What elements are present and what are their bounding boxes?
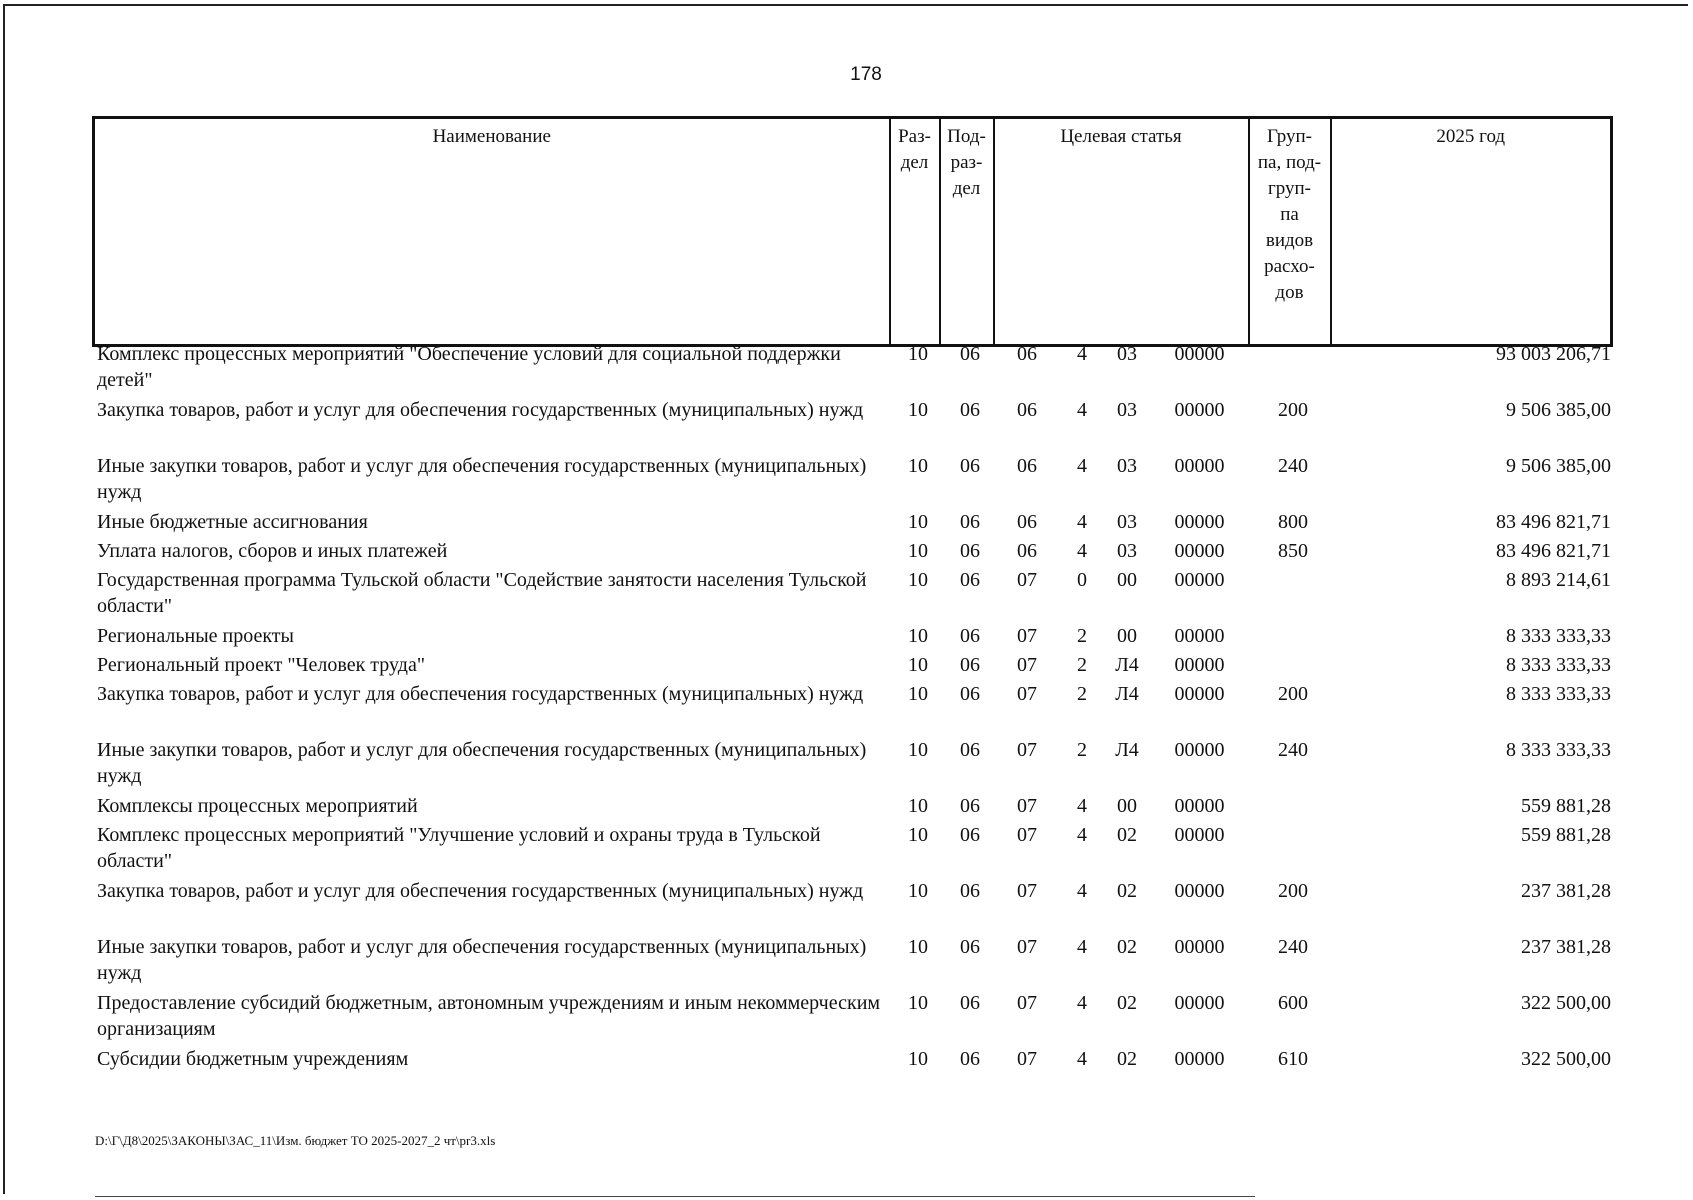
row-section: 10 [908, 824, 928, 846]
row-subsection: 06 [960, 343, 980, 365]
row-section: 10 [908, 625, 928, 647]
row-target-part2: 2 [1077, 625, 1087, 647]
row-section: 10 [908, 936, 928, 958]
row-amount: 559 881,28 [1521, 795, 1611, 817]
row-target-part4: 00000 [1174, 795, 1225, 817]
table-row [92, 623, 1615, 652]
row-target-part2: 4 [1077, 880, 1087, 902]
row-expense-group: 200 [1278, 399, 1308, 421]
row-target-part2: 4 [1077, 399, 1087, 421]
row-target-part1: 07 [1017, 625, 1037, 647]
scan-edge-left [3, 4, 5, 1194]
row-subsection: 06 [960, 399, 980, 421]
row-subsection: 06 [960, 625, 980, 647]
row-target-part4: 00000 [1174, 569, 1225, 591]
row-target-part3: 02 [1117, 992, 1137, 1014]
row-target-part1: 07 [1017, 992, 1037, 1014]
table-row [92, 509, 1615, 538]
row-target-part1: 07 [1017, 683, 1037, 705]
row-target-part2: 4 [1077, 936, 1087, 958]
row-subsection: 06 [960, 511, 980, 533]
row-name: Региональные проекты [97, 625, 294, 647]
row-expense-group: 800 [1278, 511, 1308, 533]
row-target-part4: 00000 [1174, 1048, 1225, 1070]
page-number: 178 [850, 64, 882, 85]
row-expense-group [1252, 793, 1334, 822]
row-target-part3: 03 [1117, 540, 1137, 562]
row-target-part2: 4 [1077, 795, 1087, 817]
row-target-part4: 00000 [1174, 399, 1225, 421]
header-target-article: Целевая статья [994, 118, 1249, 346]
row-name: Иные закупки товаров, работ и услуг для обеспечения государственных (муниципальных) нужд [97, 936, 867, 984]
row-target-part1: 07 [1017, 1048, 1037, 1070]
row-target-part3: Л4 [1115, 654, 1139, 676]
row-target-part1: 07 [1017, 739, 1037, 761]
table-row [92, 652, 1615, 681]
row-target-part3: 03 [1117, 343, 1137, 365]
row-target-part3: 03 [1117, 455, 1137, 477]
row-expense-group [1252, 567, 1334, 623]
row-amount: 8 333 333,33 [1506, 739, 1611, 761]
table-row [92, 990, 1615, 1046]
row-target-part1: 07 [1017, 795, 1037, 817]
row-subsection: 06 [960, 1048, 980, 1070]
row-target-part3: Л4 [1115, 739, 1139, 761]
row-expense-group [1252, 623, 1334, 652]
row-target-part4: 00000 [1174, 540, 1225, 562]
table-row [92, 567, 1615, 623]
row-section: 10 [908, 683, 928, 705]
row-target-part3: Л4 [1115, 683, 1139, 705]
row-expense-group: 240 [1278, 455, 1308, 477]
row-subsection: 06 [960, 936, 980, 958]
row-amount: 559 881,28 [1521, 824, 1611, 846]
row-amount: 83 496 821,71 [1496, 511, 1611, 533]
row-name: Предоставление субсидий бюджетным, автономным учреждениям и иным некоммерческим организациям [97, 992, 881, 1040]
row-expense-group [1252, 652, 1334, 681]
row-target-part2: 0 [1077, 569, 1087, 591]
row-amount: 237 381,28 [1521, 880, 1611, 902]
row-target-part2: 4 [1077, 343, 1087, 365]
row-target-part4: 00000 [1174, 343, 1225, 365]
row-target-part4: 00000 [1174, 511, 1225, 533]
scan-edge-top [4, 4, 1688, 6]
row-section: 10 [908, 399, 928, 421]
row-section: 10 [908, 654, 928, 676]
row-target-part4: 00000 [1174, 654, 1225, 676]
row-target-part2: 2 [1077, 654, 1087, 676]
row-expense-group: 610 [1278, 1048, 1308, 1070]
row-target-part2: 2 [1077, 683, 1087, 705]
row-subsection: 06 [960, 824, 980, 846]
header-section: Раз- дел [890, 118, 940, 346]
row-amount: 8 893 214,61 [1506, 569, 1611, 591]
row-target-part1: 07 [1017, 654, 1037, 676]
row-target-part4: 00000 [1174, 739, 1225, 761]
row-target-part4: 00000 [1174, 455, 1225, 477]
row-amount: 8 333 333,33 [1506, 683, 1611, 705]
file-path-footer: D:\Г\Д8\2025\ЗАКОНЫ\ЗАС_11\Изм. бюджет ТО 2025-2027_2 чт\pr3.xls [95, 1133, 496, 1148]
table-row [92, 453, 1615, 509]
row-expense-group [1252, 341, 1334, 397]
row-target-part3: 03 [1117, 399, 1137, 421]
row-target-part3: 00 [1117, 795, 1137, 817]
table-header [92, 116, 1613, 347]
table-row [92, 341, 1615, 397]
row-subsection: 06 [960, 992, 980, 1014]
row-target-part4: 00000 [1174, 992, 1225, 1014]
row-target-part2: 4 [1077, 992, 1087, 1014]
row-expense-group: 200 [1278, 880, 1308, 902]
row-expense-group: 240 [1278, 936, 1308, 958]
row-name: Комплексы процессных мероприятий [97, 795, 418, 817]
row-target-part1: 07 [1017, 569, 1037, 591]
row-section: 10 [908, 569, 928, 591]
row-target-part1: 07 [1017, 936, 1037, 958]
row-name: Закупка товаров, работ и услуг для обеспечения государственных (муниципальных) нужд [97, 683, 864, 705]
row-section: 10 [908, 343, 928, 365]
table-row [92, 397, 1615, 453]
row-target-part4: 00000 [1174, 824, 1225, 846]
row-target-part2: 4 [1077, 1048, 1087, 1070]
row-target-part1: 06 [1017, 343, 1037, 365]
row-expense-group: 600 [1278, 992, 1308, 1014]
header-expense-group: Груп- па, под- груп- па видов расхо- дов [1249, 118, 1331, 346]
row-name: Комплекс процессных мероприятий "Обеспечение условий для социальной поддержки детей" [97, 343, 841, 391]
row-target-part3: 00 [1117, 625, 1137, 647]
table-row [92, 878, 1615, 934]
row-name: Иные закупки товаров, работ и услуг для обеспечения государственных (муниципальных) нужд [97, 739, 867, 787]
row-target-part1: 06 [1017, 511, 1037, 533]
row-target-part3: 02 [1117, 936, 1137, 958]
row-subsection: 06 [960, 795, 980, 817]
row-expense-group: 200 [1278, 683, 1308, 705]
row-amount: 322 500,00 [1521, 1048, 1611, 1070]
row-target-part1: 06 [1017, 540, 1037, 562]
row-target-part3: 00 [1117, 569, 1137, 591]
row-target-part2: 4 [1077, 455, 1087, 477]
row-target-part1: 07 [1017, 880, 1037, 902]
row-name: Уплата налогов, сборов и иных платежей [97, 540, 448, 562]
row-expense-group: 850 [1278, 540, 1308, 562]
row-section: 10 [908, 540, 928, 562]
row-name: Иные закупки товаров, работ и услуг для обеспечения государственных (муниципальных) нужд [97, 455, 867, 503]
row-target-part3: 02 [1117, 824, 1137, 846]
row-name: Субсидии бюджетным учреждениям [97, 1048, 409, 1070]
bottom-rule [95, 1196, 1255, 1197]
row-target-part3: 02 [1117, 1048, 1137, 1070]
row-subsection: 06 [960, 880, 980, 902]
row-name: Иные бюджетные ассигнования [97, 511, 368, 533]
header-amount-2025: 2025 год [1331, 118, 1612, 346]
row-section: 10 [908, 795, 928, 817]
row-amount: 9 506 385,00 [1506, 455, 1611, 477]
row-target-part2: 2 [1077, 739, 1087, 761]
row-target-part4: 00000 [1174, 936, 1225, 958]
table-row [92, 822, 1615, 878]
row-subsection: 06 [960, 654, 980, 676]
table-row [92, 538, 1615, 567]
table-row [92, 681, 1615, 737]
row-section: 10 [908, 880, 928, 902]
table-row [92, 793, 1615, 822]
row-target-part1: 06 [1017, 399, 1037, 421]
row-amount: 237 381,28 [1521, 936, 1611, 958]
table-row [92, 934, 1615, 990]
row-expense-group: 240 [1278, 739, 1308, 761]
row-name: Государственная программа Тульской области "Содействие занятости населения Тульской области" [97, 569, 867, 617]
header-name: Наименование [94, 118, 890, 346]
row-expense-group [1252, 822, 1334, 878]
header-subsection: Под- раз- дел [940, 118, 994, 346]
row-section: 10 [908, 455, 928, 477]
row-amount: 9 506 385,00 [1506, 399, 1611, 421]
row-target-part2: 4 [1077, 824, 1087, 846]
row-subsection: 06 [960, 455, 980, 477]
row-target-part1: 06 [1017, 455, 1037, 477]
row-amount: 8 333 333,33 [1506, 625, 1611, 647]
row-target-part4: 00000 [1174, 683, 1225, 705]
row-target-part2: 4 [1077, 511, 1087, 533]
row-target-part2: 4 [1077, 540, 1087, 562]
table-row [92, 737, 1615, 793]
row-subsection: 06 [960, 683, 980, 705]
row-name: Закупка товаров, работ и услуг для обеспечения государственных (муниципальных) нужд [97, 880, 864, 902]
row-section: 10 [908, 511, 928, 533]
row-amount: 83 496 821,71 [1496, 540, 1611, 562]
row-section: 10 [908, 1048, 928, 1070]
row-target-part4: 00000 [1174, 880, 1225, 902]
row-target-part1: 07 [1017, 824, 1037, 846]
row-amount: 8 333 333,33 [1506, 654, 1611, 676]
row-name: Комплекс процессных мероприятий "Улучшение условий и охраны труда в Тульской области" [97, 824, 821, 872]
row-subsection: 06 [960, 569, 980, 591]
row-target-part3: 02 [1117, 880, 1137, 902]
row-section: 10 [908, 992, 928, 1014]
budget-table-body [92, 341, 1615, 1075]
row-target-part3: 03 [1117, 511, 1137, 533]
row-name: Закупка товаров, работ и услуг для обеспечения государственных (муниципальных) нужд [97, 399, 864, 421]
row-subsection: 06 [960, 739, 980, 761]
row-section: 10 [908, 739, 928, 761]
row-subsection: 06 [960, 540, 980, 562]
row-target-part4: 00000 [1174, 625, 1225, 647]
table-row [92, 1046, 1615, 1075]
row-amount: 322 500,00 [1521, 992, 1611, 1014]
row-amount: 93 003 206,71 [1496, 343, 1611, 365]
row-name: Региональный проект "Человек труда" [97, 654, 425, 676]
